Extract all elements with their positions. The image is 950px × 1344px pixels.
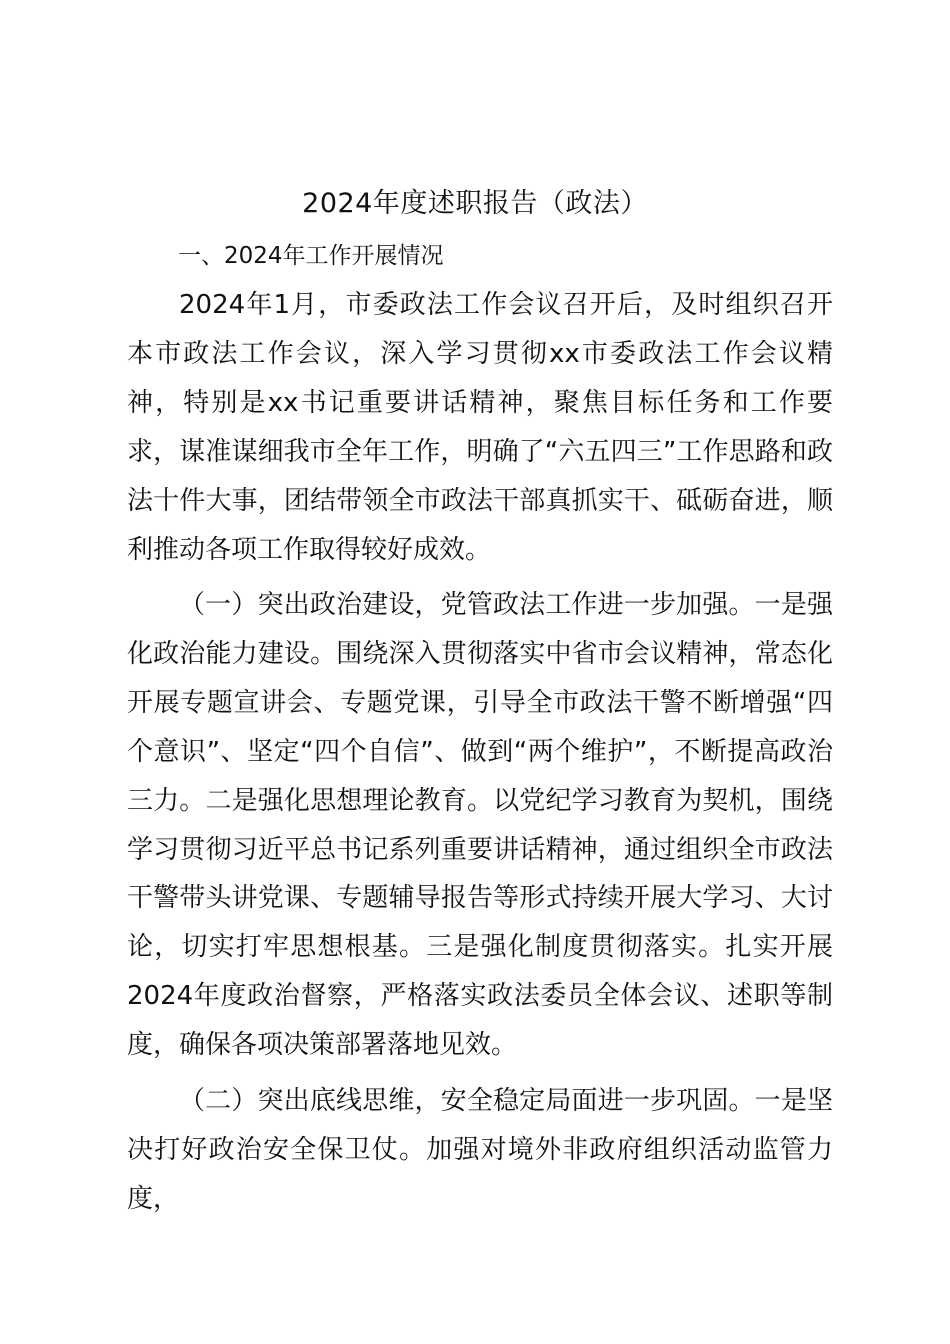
paragraph-political-construction: （一）突出政治建设，党管政法工作进一步加强。一是强化政治能力建设。围绕深入贯彻落实中省市会议精神，常态化开展专题宣讲会、专题党课，引导全市政法干警不断增强“四个意识”、坚定“四个自信”、做到“两个维护”，不断提高政治三力。二是强化思想理论教育。以党纪学习教育为契机，围绕学习贯彻习近平总书记系列重要讲话精神，通过组织全市政法干警带头讲党课、专题辅导报告等形式持续开展大学习、大讨论，切实打牢思想根基。三是强化制度贯彻落实。扎实开展2024年度政治督察，严格落实政法委员全体会议、述职等制度，确保各项决策部署落地见效。 (127, 590, 833, 1061)
section-heading: 一、2024年工作开展情况 (178, 243, 444, 269)
paragraph-intro: 2024年1月，市委政法工作会议召开后，及时组织召开本市政法工作会议，深入学习贯彻xx市委政法工作会议精神，特别是xx书记重要讲话精神，聚焦目标任务和工作要求，谋准谋细我市全年工作，明确了“六五四三”工作思路和政法十件大事，团结带领全市政法干部真抓实干、砥砺奋进，顺利推动各项工作取得较好成效。 (127, 290, 833, 565)
paragraph-bottom-line-thinking: （二）突出底线思维，安全稳定局面进一步巩固。一是坚决打好政治安全保卫仗。加强对境外非政府组织活动监管力度， (127, 1086, 833, 1214)
document-title: 2024年度述职报告（政法） (302, 188, 648, 219)
